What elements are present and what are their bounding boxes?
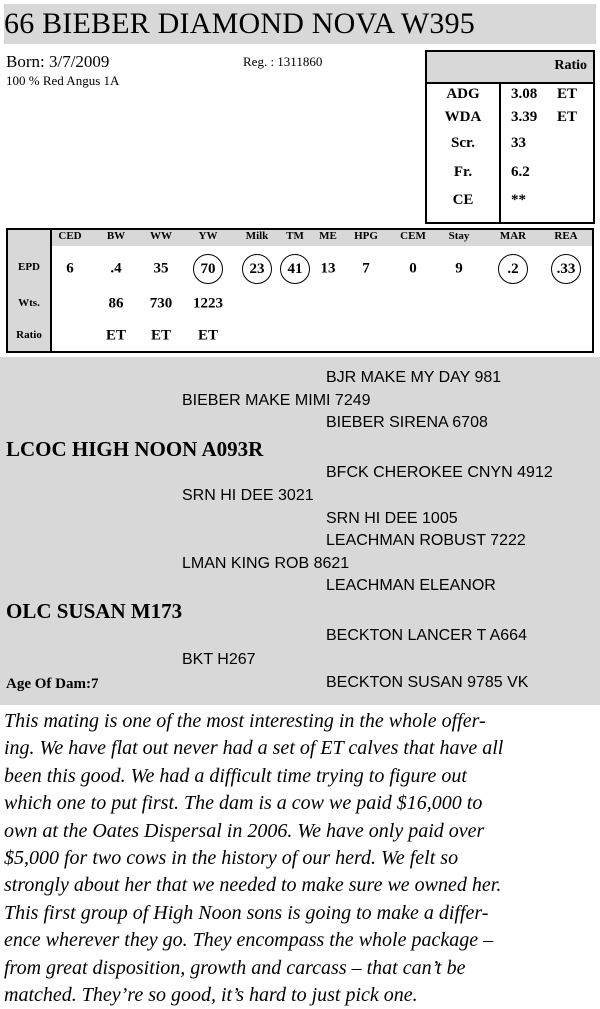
pedigree-dam-sire-sire: LEACHMAN ROBUST 7222 [326,532,526,549]
ratio-label: WDA [444,109,482,125]
breed-info: 100 % Red Angus 1A [6,73,120,88]
ratio-label: Scr. [450,135,476,151]
ratio-value-bw: ET [105,327,127,344]
description-line: This first group of High Noon sons is going to make a differ- [4,901,489,924]
ratio-header [427,52,593,84]
epd-value-hpg: 7 [362,260,370,277]
pedigree-sire-dam: SRN HI DEE 3021 [182,487,314,504]
description-line: from great disposition, growth and carcass – that can’t be [4,956,466,979]
ratio-value-ww: ET [150,327,172,344]
ratio-row-adg [427,86,593,108]
pedigree-dam-dam-sire: BECKTON LANCER T A664 [326,627,527,644]
ratio-label: ADG [446,86,480,102]
pedigree-sire-dam-dam: SRN HI DEE 1005 [326,510,458,527]
weight-value-ww: 730 [149,295,173,312]
ratio-value-yw: ET [197,327,219,344]
ratio-suffix: ET [557,109,578,125]
description-line: $5,000 for two cows in the history of our herd. We felt so [4,847,459,870]
row-label-epd: EPD [18,261,40,273]
ratio-value: 3.39 [511,109,538,125]
ratio-row-ce [427,192,593,214]
pedigree-dam-dam-dam: BECKTON SUSAN 9785 VK [326,674,529,691]
ratio-body [427,84,593,222]
ratio-box [425,50,595,224]
ratio-value: 3.08 [511,86,538,102]
pedigree-sire-sire-sire: BJR MAKE MY DAY 981 [326,369,502,386]
lot-description [4,708,596,1009]
birth-date: Born: 3/7/2009 [6,52,110,71]
epd-value-ced: 6 [66,260,74,277]
epd-column-header-mar: MAR [499,230,527,242]
ratio-label: CE [452,192,474,208]
registration-number: Reg. : 1311860 [243,54,323,69]
epd-column-header-bw: BW [106,230,126,242]
ratio-value: 33 [511,135,526,151]
ratio-label: Fr. [453,164,473,180]
pedigree-dam: OLC SUSAN M173 [6,599,183,623]
epd-column-header-milk: Milk [245,230,269,242]
epd-column-header-yw: YW [198,230,218,242]
epd-value-yw: 70 [193,254,223,284]
description-line: own at the Oates Dispersal in 2006. We have only paid over [4,819,485,842]
description-line: strongly about her that we needed to make sure we owned her. [4,874,502,897]
ratio-value: 6.2 [511,164,530,180]
description-line: been this good. We had a difficult time trying to figure out [4,764,467,787]
ratio-row-wda [427,109,593,131]
epd-row-label-column [8,230,52,351]
pedigree-dam-sire-dam: LEACHMAN ELEANOR [326,577,496,594]
ratio-row-scr [427,135,593,157]
ratio-row-fr [427,164,593,186]
epd-value-rea: .33 [551,254,581,284]
epd-value-bw: .4 [110,260,122,277]
ratio-header-label: Ratio [554,58,587,73]
description-line: ence wherever they go. They encompass the whole package – [4,929,494,952]
epd-value-stay: 9 [455,260,463,277]
pedigree-section [0,357,600,705]
epd-value-tm: 41 [280,254,310,284]
row-label-weights: Wts. [18,297,40,309]
pedigree-sire-sire: BIEBER MAKE MIMI 7249 [182,392,371,409]
epd-value-cem: 0 [409,260,417,277]
epd-column-header-hpg: HPG [354,230,378,242]
weight-value-yw: 1223 [193,295,223,312]
pedigree-dam-sire: LMAN KING ROB 8621 [182,555,350,572]
weight-value-bw: 86 [108,295,124,312]
epd-value-ww: 35 [153,260,169,277]
age-of-dam: Age Of Dam:7 [6,676,99,692]
ratio-suffix: ET [557,86,578,102]
epd-table [6,228,594,353]
description-line: This mating is one of the most interesting in the whole offer- [4,710,486,732]
pedigree-sire-dam-sire: BFCK CHEROKEE CNYN 4912 [326,464,553,481]
description-line: ing. We have flat out never had a set of ET calves that have all [4,737,504,760]
pedigree-dam-dam: BKT H267 [182,651,256,668]
description-line: which one to put first. The dam is a cow we paid $16,000 to [4,792,483,815]
epd-column-header-tm: TM [286,230,304,242]
epd-value-me: 13 [320,260,336,277]
ratio-value: ** [511,192,526,208]
description-line: matched. They’re so good, it’s hard to just pick one. [4,984,418,1007]
lot-title: 66 BIEBER DIAMOND NOVA W395 [4,4,596,44]
epd-value-milk: 23 [242,254,272,284]
pedigree-sire: LCOC HIGH NOON A093R [6,437,264,461]
pedigree-sire-sire-dam: BIEBER SIRENA 6708 [326,414,488,431]
row-label-ratio: Ratio [16,329,42,341]
epd-column-header-stay: Stay [448,230,470,242]
epd-column-header-ced: CED [58,230,82,242]
epd-value-mar: .2 [498,254,528,284]
epd-column-header-rea: REA [554,230,578,242]
epd-column-header-me: ME [319,230,337,242]
epd-column-header-cem: CEM [400,230,426,242]
epd-column-header-ww: WW [150,230,172,242]
